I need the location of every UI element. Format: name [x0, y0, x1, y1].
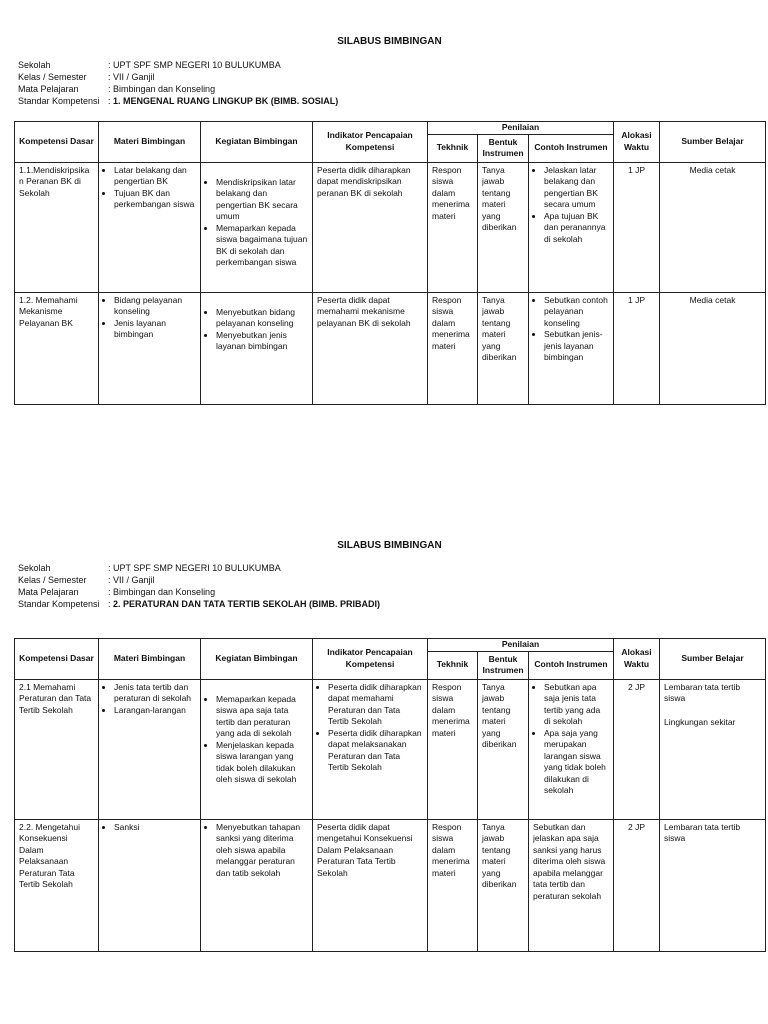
list-item: • Bidang pelayanan konseling [114, 295, 196, 318]
kelas-label: Kelas / Semester [18, 575, 87, 585]
sumber-cell [660, 679, 766, 819]
list-item: • Menjelaskan kepada siswa larangan yang tidak boleh dilakukan oleh siswa di sekolah [216, 740, 308, 786]
info-block [18, 562, 380, 610]
sekolah-label: Sekolah [18, 60, 51, 70]
header-bentuk: Bentuk Instrumen [478, 134, 529, 162]
materi-cell [99, 162, 201, 292]
header-sumber: Sumber Belajar [660, 122, 766, 163]
list-item: • Apa saja yang merupakan larangan siswa yang tidak boleh dilakukan di sekolah [544, 728, 609, 797]
list-item: • Tujuan BK dan perkembangan siswa [114, 188, 196, 211]
indikator-cell [313, 679, 428, 819]
sk-prefix: : [108, 96, 114, 106]
teknik-cell: Respon siswa dalam menerima materi [428, 819, 478, 951]
list-item: • Sebutkan contoh pelayanan konseling [544, 295, 609, 330]
mapel-label: Mata Pelajaran [18, 84, 79, 94]
list-item: • Sebutkan jenis-jenis layanan bimbingan [544, 329, 609, 364]
table-row [15, 679, 766, 819]
header-alokasi: Alokasi Waktu [614, 122, 660, 163]
alokasi-cell: 2 JP [614, 679, 660, 819]
teknik-cell: Respon siswa dalam menerima materi [428, 162, 478, 292]
silabus-section-2 [14, 540, 765, 901]
kd-cell: 1.2. Memahami Mekanisme Pelayanan BK [15, 292, 99, 404]
list-item: • Sanksi [114, 822, 196, 834]
sumber-line: Lembaran tata tertib siswa [664, 681, 741, 703]
header-penilaian: Penilaian [428, 122, 614, 135]
contoh-cell [529, 679, 614, 819]
indikator-cell: Peserta didik dapat mengetahui Konsekuensi Dalam Pelaksanaan Peraturan Tata Tertib Sekolah [313, 819, 428, 951]
sk-prefix: : [108, 599, 114, 609]
header-alokasi: Alokasi Waktu [614, 639, 660, 680]
header-indikator: Indikator Pencapaian Kompetensi [313, 122, 428, 163]
kegiatan-cell [201, 162, 313, 292]
header-contoh: Contoh Instrumen [529, 134, 614, 162]
sekolah-value: : UPT SPF SMP NEGERI 10 BULUKUMBA [108, 563, 281, 573]
teknik-cell: Respon siswa dalam menerima materi [428, 679, 478, 819]
sk-label: Standar Kompetensi [18, 96, 100, 106]
bentuk-cell: Tanya jawab tentang materi yang diberikan [478, 292, 529, 404]
header-kd: Kompetensi Dasar [15, 639, 99, 680]
list-item: • Peserta didik diharapkan dapat melaksanakan Peraturan dan Tata Tertib Sekolah [328, 728, 423, 774]
sk-value: 2. PERATURAN DAN TATA TERTIB SEKOLAH (BIMB. PRIBADI) [113, 599, 381, 609]
list-item: • Mendiskripsikan latar belakang dan pengertian BK secara umum [216, 177, 308, 223]
header-teknik: Tekhnik [428, 651, 478, 679]
mapel-value: : Bimbingan dan Konseling [108, 587, 216, 597]
table-row [15, 292, 766, 404]
kd-cell: 1.1.Mendiskripsika n Peranan BK di Sekolah [15, 162, 99, 292]
sekolah-value: : UPT SPF SMP NEGERI 10 BULUKUMBA [108, 60, 281, 70]
bentuk-cell: Tanya jawab tentang materi yang diberikan [478, 819, 529, 951]
header-kd: Kompetensi Dasar [15, 122, 99, 163]
sumber-cell: Lembaran tata tertib siswa [660, 819, 766, 951]
kegiatan-cell [201, 292, 313, 404]
materi-cell [99, 292, 201, 404]
kd-cell: 2.1 Memahami Peraturan dan Tata Tertib Sekolah [15, 679, 99, 819]
header-kegiatan: Kegiatan Bimbingan [201, 639, 313, 680]
list-item: • Memaparkan kepada siswa apa saja tata tertib dan peraturan yang ada di sekolah [216, 694, 308, 740]
sumber-cell: Media cetak [660, 292, 766, 404]
list-item: • Apa tujuan BK dan peranannya di sekolah [544, 211, 609, 246]
header-teknik: Tekhnik [428, 134, 478, 162]
sumber-line: Lingkungan sekitar [664, 716, 736, 727]
list-item: • Menyebutkan bidang pelayanan konseling [216, 307, 308, 330]
list-item: • Sebutkan apa saja jenis tata tertib yang ada di sekolah [544, 682, 609, 728]
mapel-value: : Bimbingan dan Konseling [108, 84, 216, 94]
kegiatan-cell [201, 679, 313, 819]
table-row [15, 819, 766, 951]
alokasi-cell: 1 JP [614, 162, 660, 292]
header-indikator: Indikator Pencapaian Kompetensi [313, 639, 428, 680]
kelas-value: : VII / Ganjil [108, 575, 155, 585]
contoh-cell [529, 292, 614, 404]
header-sumber: Sumber Belajar [660, 639, 766, 680]
list-item: • Menyebutkan jenis layanan bimbingan [216, 330, 308, 353]
kelas-label: Kelas / Semester [18, 72, 87, 82]
header-materi: Materi Bimbingan [99, 639, 201, 680]
indikator-cell: Peserta didik dapat memahami mekanisme pelayanan BK di sekolah [313, 292, 428, 404]
list-item: • Jenis layanan bimbingan [114, 318, 196, 341]
sekolah-label: Sekolah [18, 563, 51, 573]
silabus-section-1 [14, 36, 765, 362]
list-item: • Memaparkan kepada siswa bagaimana tujuan BK di sekolah dan perkembangan siswa [216, 223, 308, 269]
teknik-cell: Respon siswa dalam menerima materi [428, 292, 478, 404]
table-row [15, 162, 766, 292]
sk-label: Standar Kompetensi [18, 599, 100, 609]
silabus-table [14, 121, 766, 405]
header-penilaian: Penilaian [428, 639, 614, 652]
list-item: • Jelaskan latar belakang dan pengertian BK secara umum [544, 165, 609, 211]
indikator-cell: Peserta didik diharapkan dapat mendiskripsikan peranan BK di sekolah [313, 162, 428, 292]
bentuk-cell: Tanya jawab tentang materi yang diberikan [478, 162, 529, 292]
mapel-label: Mata Pelajaran [18, 587, 79, 597]
list-item: • Menyebutkan tahapan sanksi yang diterima oleh siswa apabila melanggar peraturan dan tatib sekolah [216, 822, 308, 880]
bentuk-cell: Tanya jawab tentang materi yang diberikan [478, 679, 529, 819]
page-title: SILABUS BIMBINGAN [337, 36, 442, 47]
list-item: • Jenis tata tertib dan peraturan di sekolah [114, 682, 196, 705]
silabus-table [14, 638, 766, 952]
alokasi-cell: 2 JP [614, 819, 660, 951]
kd-cell: 2.2. Mengetahui Konsekuensi Dalam Pelaksanaan Peraturan Tata Tertib Sekolah [15, 819, 99, 951]
materi-cell [99, 819, 201, 951]
contoh-cell [529, 162, 614, 292]
contoh-cell: Sebutkan dan jelaskan apa saja sanksi yang harus diterima oleh siswa apabila melanggar tata tertib dan peraturan sekolah [529, 819, 614, 951]
header-bentuk: Bentuk Instrumen [478, 651, 529, 679]
alokasi-cell: 1 JP [614, 292, 660, 404]
list-item: • Peserta didik diharapkan dapat memahami Peraturan dan Tata Tertib Sekolah [328, 682, 423, 728]
page-title: SILABUS BIMBINGAN [337, 540, 442, 551]
sk-value: 1. MENGENAL RUANG LINGKUP BK (BIMB. SOSIAL) [113, 96, 339, 106]
list-item: • Latar belakang dan pengertian BK [114, 165, 196, 188]
header-kegiatan: Kegiatan Bimbingan [201, 122, 313, 163]
kegiatan-cell [201, 819, 313, 951]
header-contoh: Contoh Instrumen [529, 651, 614, 679]
header-materi: Materi Bimbingan [99, 122, 201, 163]
kelas-value: : VII / Ganjil [108, 72, 155, 82]
sumber-cell: Media cetak [660, 162, 766, 292]
materi-cell [99, 679, 201, 819]
info-block [18, 59, 338, 107]
list-item: • Larangan-larangan [114, 705, 196, 717]
